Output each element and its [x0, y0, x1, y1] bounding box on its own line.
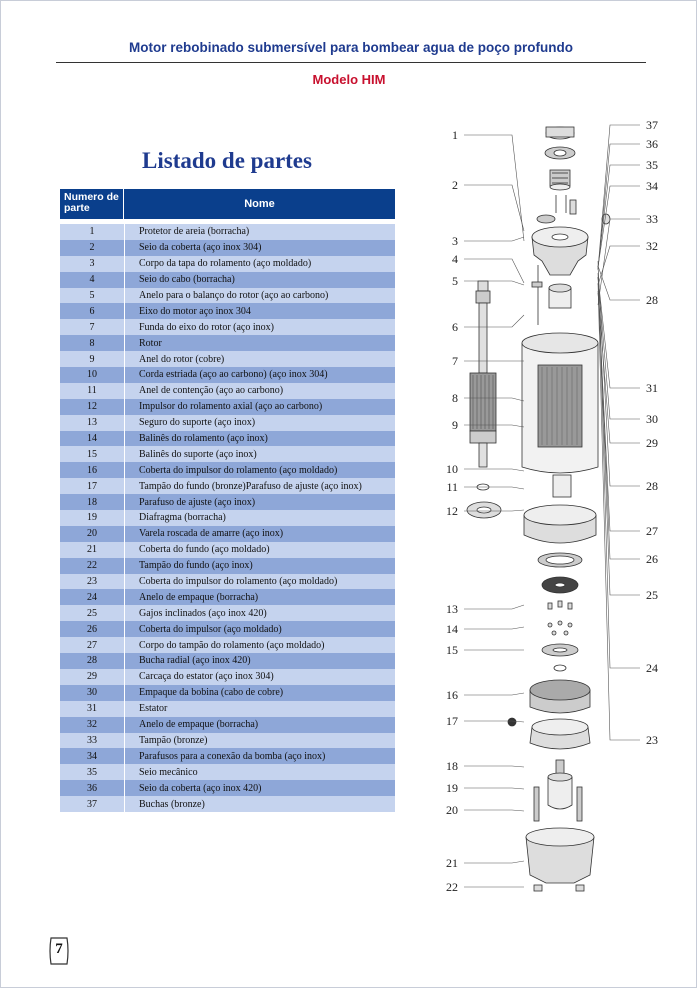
callout-label: 20: [446, 803, 458, 817]
callout-label: 22: [446, 880, 458, 894]
part-number: 30: [60, 685, 125, 701]
part-name: Corpo do tampão do rolamento (aço moldado): [139, 639, 325, 651]
part-number: 12: [60, 399, 125, 415]
table-row: [60, 764, 395, 780]
callout-label: 23: [646, 733, 658, 747]
callout-label: 28: [646, 479, 658, 493]
table-row: [60, 240, 395, 256]
part-number: 1: [60, 224, 125, 240]
part-number: 9: [60, 351, 125, 367]
part-name: Carcaça do estator (aço inox 304): [139, 671, 274, 683]
part-name: Estator: [139, 703, 168, 715]
exploded-motor-diagram: [420, 115, 690, 905]
part-number: 31: [60, 701, 125, 717]
table-row: [60, 383, 395, 399]
part-number: 10: [60, 367, 125, 383]
table-row: [60, 272, 395, 288]
callout-label: 21: [446, 856, 458, 870]
part-number: 35: [60, 764, 125, 780]
part-number: 20: [60, 526, 125, 542]
table-row: [60, 526, 395, 542]
callout-leader-line: [598, 273, 640, 595]
callout-label: 12: [446, 504, 458, 518]
callout-label: 24: [646, 661, 658, 675]
table-row: [60, 351, 395, 367]
part-number: 2: [60, 240, 125, 256]
callout-label: 2: [452, 178, 458, 192]
part-name: Seio da coberta (aço inox 304): [139, 242, 262, 254]
part-number: 29: [60, 669, 125, 685]
table-row: [60, 303, 395, 319]
callout-label: 1: [452, 128, 458, 142]
part-name: Impulsor do rolamento axial (aço ao carbono): [139, 401, 323, 413]
callout-label: 18: [446, 759, 458, 773]
table-row: [60, 542, 395, 558]
part-name: Empaque da bobina (cabo de cobre): [139, 687, 284, 699]
callout-leader-line: [464, 237, 524, 241]
table-row: [60, 510, 395, 526]
table-row: [60, 733, 395, 749]
table-row: [60, 589, 395, 605]
part-name: Protetor de areia (borracha): [139, 226, 250, 238]
callout-label: 28: [646, 293, 658, 307]
table-row: [60, 574, 395, 590]
part-number: 24: [60, 589, 125, 605]
table-row: [60, 717, 395, 733]
callout-label: 17: [446, 714, 458, 728]
callout-leader-line: [464, 861, 524, 863]
table-row: [60, 335, 395, 351]
model-name: Modelo HIM: [312, 72, 386, 87]
callout-leader-line: [464, 487, 524, 489]
part-number: 26: [60, 621, 125, 637]
part-number: 25: [60, 605, 125, 621]
callout-leader-line: [464, 281, 524, 285]
part-name: Coberta do impulsor do rolamento (aço moldado): [139, 576, 338, 588]
table-header: [60, 189, 395, 219]
part-number: 28: [60, 653, 125, 669]
part-name: Anel do rotor (cobre): [139, 353, 225, 365]
part-number: 36: [60, 780, 125, 796]
callout-label: 5: [452, 274, 458, 288]
table-row: [60, 621, 395, 637]
part-number: 27: [60, 637, 125, 653]
callout-label: 8: [452, 391, 458, 405]
table-row: [60, 478, 395, 494]
part-name: Tampão (bronze): [139, 734, 208, 746]
part-number: 32: [60, 717, 125, 733]
callout-label: 11: [446, 480, 458, 494]
part-number: 16: [60, 462, 125, 478]
part-name: Rotor: [139, 337, 162, 349]
part-name: Corpo da tapa do rolamento (aço moldado): [139, 258, 312, 270]
part-number: 22: [60, 558, 125, 574]
callout-leader-line: [464, 259, 524, 283]
part-number: 6: [60, 303, 125, 319]
callout-label: 26: [646, 552, 658, 566]
table-row: [60, 224, 395, 240]
callout-label: 33: [646, 212, 658, 226]
part-name: Balinês do rolamento (aço inox): [139, 433, 268, 445]
part-name: Tampão do fundo (aço inox): [139, 560, 253, 572]
callout-label: 16: [446, 688, 458, 702]
part-number: 15: [60, 446, 125, 462]
callout-leader-line: [464, 469, 524, 471]
part-name: Coberta do impulsor (aço moldado): [139, 623, 282, 635]
part-number: 18: [60, 494, 125, 510]
callout-label: 29: [646, 436, 658, 450]
table-row: [60, 605, 395, 621]
table-row: [60, 669, 395, 685]
table-row: [60, 685, 395, 701]
table-row: [60, 653, 395, 669]
part-name: Seguro do suporte (aço inox): [139, 417, 256, 429]
document-header: Motor rebobinado submersível para bombear agua de poço profundo: [128, 40, 574, 55]
column-header-number: Numero de parte: [60, 189, 124, 219]
callout-label: 6: [452, 320, 458, 334]
part-name: Seio mecânico: [139, 766, 198, 778]
part-name: Parafusos para a conexão da bomba (aço inox): [139, 750, 326, 762]
part-number: 19: [60, 510, 125, 526]
table-row: [60, 256, 395, 272]
part-number: 14: [60, 431, 125, 447]
part-name: Corda estriada (aço ao carbono) (aço inox 304): [139, 369, 328, 381]
table-row: [60, 701, 395, 717]
part-number: 17: [60, 478, 125, 494]
callout-leader-line: [464, 627, 524, 629]
part-number: 37: [60, 796, 125, 812]
part-number: 23: [60, 574, 125, 590]
page-number: 7: [55, 941, 63, 957]
parts-table: [60, 189, 395, 812]
part-number: 3: [60, 256, 125, 272]
callout-leader-line: [598, 246, 640, 285]
part-number: 5: [60, 288, 125, 304]
callout-leader-line: [464, 185, 524, 231]
callout-leader-line: [598, 277, 640, 419]
callout-leader-line: [598, 125, 640, 269]
callout-label: 30: [646, 412, 658, 426]
callout-label: 36: [646, 137, 658, 151]
table-row: [60, 399, 395, 415]
callout-label: 7: [452, 354, 458, 368]
table-row: [60, 637, 395, 653]
header-rule: [56, 62, 646, 63]
part-number: 33: [60, 733, 125, 749]
callout-leader-line: [598, 186, 640, 267]
part-name: Funda do eixo do rotor (aço inox): [139, 321, 274, 333]
callout-leader-line: [598, 219, 640, 305]
callout-leader-line: [464, 810, 524, 811]
callout-label: 27: [646, 524, 658, 538]
table-row: [60, 462, 395, 478]
callout-leader-line: [598, 165, 640, 267]
table-row: [60, 319, 395, 335]
table-row: [60, 415, 395, 431]
part-number: 13: [60, 415, 125, 431]
part-number: 8: [60, 335, 125, 351]
callout-label: 31: [646, 381, 658, 395]
part-number: 4: [60, 272, 125, 288]
part-number: 34: [60, 748, 125, 764]
callout-label: 35: [646, 158, 658, 172]
callout-label: 13: [446, 602, 458, 616]
callout-label: 10: [446, 462, 458, 476]
callout-leader-line: [464, 788, 524, 789]
callout-leader-line: [464, 135, 524, 241]
part-number: 7: [60, 319, 125, 335]
part-name: Coberta do impulsor do rolamento (aço moldado): [139, 464, 338, 476]
part-name: Anelo de empaque (borracha): [139, 591, 259, 603]
part-name: Seio da coberta (aço inox 420): [139, 782, 262, 794]
parts-list-title: Listado de partes: [142, 148, 312, 173]
callout-leader-line: [464, 605, 524, 609]
part-name: Varela roscada de amarre (aço inox): [139, 528, 284, 540]
callout-leader-line: [464, 693, 524, 695]
table-row: [60, 367, 395, 383]
table-row: [60, 494, 395, 510]
page-number-badge: [48, 936, 68, 964]
callout-leader-line: [598, 144, 640, 270]
part-name: Anelo de empaque (borracha): [139, 719, 259, 731]
callout-label: 14: [446, 622, 458, 636]
callout-leader-line: [464, 315, 524, 327]
table-row: [60, 446, 395, 462]
part-name: Balinês do suporte (aço inox): [139, 448, 257, 460]
table-row: [60, 796, 395, 812]
part-name: Diafragma (borracha): [139, 512, 226, 524]
callout-label: 19: [446, 781, 458, 795]
callout-label: 37: [646, 118, 658, 132]
callout-label: 4: [452, 252, 458, 266]
callout-leader-line: [598, 266, 640, 300]
part-name: Bucha radial (aço inox 420): [139, 655, 251, 667]
callout-leader-line: [598, 261, 640, 668]
callout-leader-line: [598, 266, 640, 486]
table-body: [60, 224, 395, 812]
callout-label: 15: [446, 643, 458, 657]
part-name: Coberta do fundo (aço moldado): [139, 544, 270, 556]
part-name: Anel de contenção (aço ao carbono): [139, 385, 284, 397]
callout-label: 3: [452, 234, 458, 248]
part-name: Eixo do motor aço inox 304: [139, 305, 251, 317]
table-row: [60, 748, 395, 764]
part-name: Tampão do fundo (bronze)Parafuso de ajuste (aço inox): [139, 480, 362, 492]
part-name: Parafuso de ajuste (aço inox): [139, 496, 256, 508]
part-name: Gajos inclinados (aço inox 420): [139, 607, 267, 619]
callout-label: 9: [452, 418, 458, 432]
column-header-name: Nome: [244, 198, 275, 210]
callout-label: 34: [646, 179, 658, 193]
part-name: Seio do cabo (borracha): [139, 274, 235, 286]
table-row: [60, 780, 395, 796]
callout-leader-line: [464, 766, 524, 767]
callout-label: 32: [646, 239, 658, 253]
table-row: [60, 288, 395, 304]
table-row: [60, 558, 395, 574]
part-number: 21: [60, 542, 125, 558]
part-name: Buchas (bronze): [139, 798, 205, 810]
callout-leader-line: [598, 291, 640, 531]
part-name: Anelo para o balanço do rotor (aço ao carbono): [139, 290, 329, 301]
table-row: [60, 431, 395, 447]
part-number: 11: [60, 383, 125, 399]
callout-label: 25: [646, 588, 658, 602]
